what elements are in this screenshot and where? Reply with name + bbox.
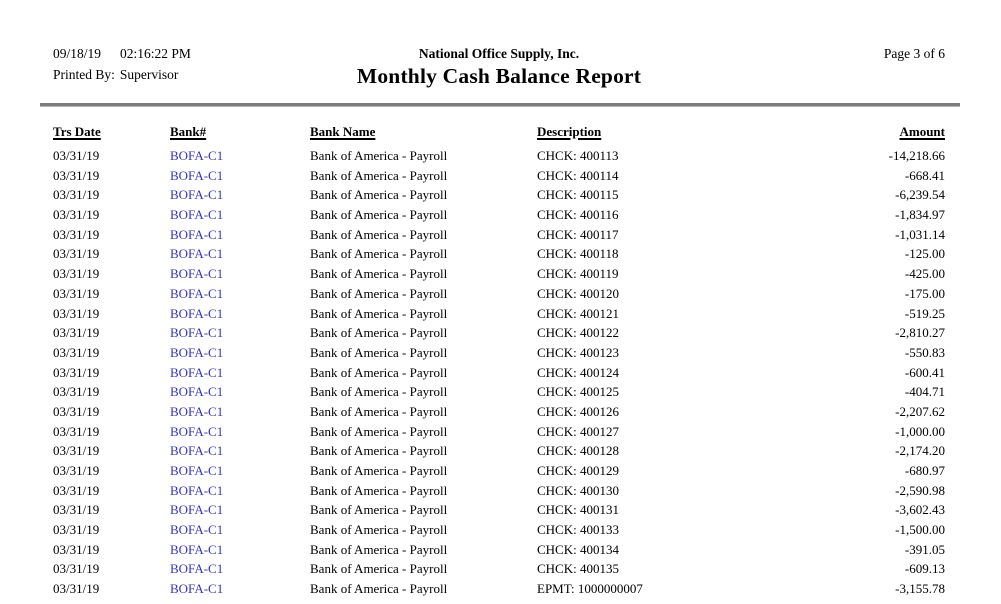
table-row [53, 185, 945, 205]
bank-number-link[interactable]: BOFA-C1 [170, 207, 224, 223]
bank-number-link[interactable]: BOFA-C1 [170, 226, 224, 242]
description-cell: CHCK: 400115 [537, 187, 619, 203]
description-cell: CHCK: 400122 [537, 325, 619, 341]
amount-cell: -668.41 [904, 167, 945, 183]
amount-cell: -1,031.14 [895, 226, 945, 242]
bank-number-link[interactable]: BOFA-C1 [170, 344, 224, 360]
bank-number-link[interactable]: BOFA-C1 [170, 482, 224, 498]
trs-date-cell: 03/31/19 [53, 187, 100, 203]
trs-date-cell: 03/31/19 [53, 285, 100, 301]
bank-name-cell: Bank of America - Payroll [310, 207, 448, 223]
amount-cell: -125.00 [904, 246, 945, 262]
bank-name-cell: Bank of America - Payroll [310, 246, 448, 262]
table-row [53, 146, 945, 166]
table-row [53, 520, 945, 540]
bank-number-link[interactable]: BOFA-C1 [170, 246, 224, 262]
trs-date-cell: 03/31/19 [53, 266, 100, 282]
trs-date-cell: 03/31/19 [53, 305, 100, 321]
table-row [53, 402, 945, 422]
bank-name-cell: Bank of America - Payroll [310, 502, 448, 518]
trs-date-cell: 03/31/19 [53, 522, 100, 538]
description-cell: CHCK: 400123 [537, 344, 619, 360]
table-row [53, 500, 945, 520]
trs-date-cell: 03/31/19 [53, 463, 100, 478]
bank-name-cell: Bank of America - Payroll [310, 423, 448, 439]
trs-date-cell: 03/31/19 [53, 148, 100, 163]
bank-name-cell: Bank of America - Payroll [310, 285, 448, 301]
description-cell: CHCK: 400131 [537, 502, 619, 518]
report-date: 09/18/19 [53, 46, 102, 61]
description-cell: CHCK: 400125 [537, 384, 619, 400]
description-cell: CHCK: 400126 [537, 403, 619, 419]
bank-number-link[interactable]: BOFA-C1 [170, 285, 224, 301]
amount-cell: -1,500.00 [895, 522, 945, 538]
trs-date-cell: 03/31/19 [53, 325, 100, 341]
table-row [53, 323, 945, 343]
table-row [53, 244, 945, 264]
bank-number-link[interactable]: BOFA-C1 [170, 581, 224, 597]
table-body [53, 146, 945, 599]
description-cell: CHCK: 400113 [537, 148, 619, 163]
bank-number-link[interactable]: BOFA-C1 [170, 384, 224, 400]
table-row [53, 579, 945, 599]
bank-name-cell: Bank of America - Payroll [310, 541, 448, 557]
header-rule [40, 103, 960, 107]
table-row [53, 422, 945, 442]
bank-name-cell: Bank of America - Payroll [310, 266, 448, 282]
table-row [53, 363, 945, 383]
description-cell: CHCK: 400119 [537, 266, 619, 282]
table-row [53, 540, 945, 560]
bank-number-link[interactable]: BOFA-C1 [170, 463, 224, 478]
bank-number-link[interactable]: BOFA-C1 [170, 167, 224, 183]
trs-date-cell: 03/31/19 [53, 423, 100, 439]
trs-date-cell: 03/31/19 [53, 246, 100, 262]
amount-cell: -175.00 [904, 285, 945, 301]
bank-number-link[interactable]: BOFA-C1 [170, 403, 224, 419]
bank-name-cell: Bank of America - Payroll [310, 384, 448, 400]
bank-name-cell: Bank of America - Payroll [310, 364, 448, 380]
description-cell: CHCK: 400120 [537, 285, 619, 301]
column-header-bank-number: Bank# [170, 124, 207, 139]
bank-number-link[interactable]: BOFA-C1 [170, 305, 224, 321]
amount-cell: -680.97 [904, 463, 945, 478]
description-cell: CHCK: 400118 [537, 246, 619, 262]
description-cell: EPMT: 1000000007 [537, 581, 643, 597]
bank-name-cell: Bank of America - Payroll [310, 167, 448, 183]
bank-number-link[interactable]: BOFA-C1 [170, 187, 224, 203]
bank-name-cell: Bank of America - Payroll [310, 561, 448, 577]
bank-name-cell: Bank of America - Payroll [310, 226, 448, 242]
trs-date-cell: 03/31/19 [53, 581, 100, 597]
bank-number-link[interactable]: BOFA-C1 [170, 148, 224, 163]
bank-number-link[interactable]: BOFA-C1 [170, 443, 224, 459]
description-cell: CHCK: 400127 [537, 423, 619, 439]
amount-cell: -6,239.54 [895, 187, 945, 203]
bank-name-cell: Bank of America - Payroll [310, 148, 448, 163]
amount-cell: -391.05 [904, 541, 945, 557]
amount-cell: -14,218.66 [888, 148, 945, 163]
amount-cell: -3,602.43 [895, 502, 945, 518]
bank-name-cell: Bank of America - Payroll [310, 305, 448, 321]
description-cell: CHCK: 400121 [537, 305, 619, 321]
table-row [53, 304, 945, 324]
table-row [53, 225, 945, 245]
report-time: 02:16:22 PM [120, 46, 191, 61]
column-header-description: Description [537, 124, 602, 139]
description-cell: CHCK: 400133 [537, 522, 619, 538]
description-cell: CHCK: 400130 [537, 482, 619, 498]
bank-number-link[interactable]: BOFA-C1 [170, 522, 224, 538]
amount-cell: -1,000.00 [895, 423, 945, 439]
table-row [53, 481, 945, 501]
amount-cell: -2,174.20 [895, 443, 945, 459]
table-row [53, 343, 945, 363]
trs-date-cell: 03/31/19 [53, 561, 100, 577]
table-row [53, 461, 945, 481]
table-row [53, 284, 945, 304]
bank-number-link[interactable]: BOFA-C1 [170, 325, 224, 341]
bank-name-cell: Bank of America - Payroll [310, 403, 448, 419]
table-header-row [53, 123, 945, 140]
description-cell: CHCK: 400135 [537, 561, 619, 577]
table-row [53, 441, 945, 461]
trs-date-cell: 03/31/19 [53, 482, 100, 498]
bank-number-link[interactable]: BOFA-C1 [170, 502, 224, 518]
amount-cell: -519.25 [904, 305, 945, 321]
bank-number-link[interactable]: BOFA-C1 [170, 364, 224, 380]
table-row [53, 264, 945, 284]
bank-name-cell: Bank of America - Payroll [310, 581, 448, 597]
column-header-trs-date: Trs Date [53, 124, 101, 139]
amount-cell: -2,207.62 [895, 403, 945, 419]
company-name: National Office Supply, Inc. [418, 46, 580, 61]
table-row [53, 559, 945, 579]
description-cell: CHCK: 400129 [537, 463, 619, 478]
page-number: Page 3 of 6 [883, 46, 945, 61]
description-cell: CHCK: 400114 [537, 167, 619, 183]
bank-name-cell: Bank of America - Payroll [310, 482, 448, 498]
trs-date-cell: 03/31/19 [53, 364, 100, 380]
amount-cell: -3,155.78 [895, 581, 945, 597]
trs-date-cell: 03/31/19 [53, 167, 100, 183]
amount-cell: -2,590.98 [895, 482, 945, 498]
trs-date-cell: 03/31/19 [53, 344, 100, 360]
amount-cell: -609.13 [904, 561, 945, 577]
trs-date-cell: 03/31/19 [53, 502, 100, 518]
amount-cell: -425.00 [904, 266, 945, 282]
bank-name-cell: Bank of America - Payroll [310, 463, 448, 478]
description-cell: CHCK: 400124 [537, 364, 619, 380]
column-header-bank-name: Bank Name [310, 124, 376, 139]
trs-date-cell: 03/31/19 [53, 226, 100, 242]
bank-name-cell: Bank of America - Payroll [310, 522, 448, 538]
description-cell: CHCK: 400128 [537, 443, 619, 459]
table-row [53, 166, 945, 186]
description-cell: CHCK: 400117 [537, 226, 619, 242]
description-cell: CHCK: 400134 [537, 541, 619, 557]
table-row [53, 382, 945, 402]
column-header-amount: Amount [899, 124, 945, 139]
amount-cell: -1,834.97 [895, 207, 945, 223]
bank-number-link[interactable]: BOFA-C1 [170, 423, 224, 439]
bank-name-cell: Bank of America - Payroll [310, 344, 448, 360]
report-title: Monthly Cash Balance Report [356, 64, 642, 88]
amount-cell: -404.71 [904, 384, 945, 400]
trs-date-cell: 03/31/19 [53, 443, 100, 459]
bank-name-cell: Bank of America - Payroll [310, 443, 448, 459]
trs-date-cell: 03/31/19 [53, 403, 100, 419]
amount-cell: -550.83 [904, 344, 945, 360]
bank-number-link[interactable]: BOFA-C1 [170, 541, 224, 557]
printed-by-value: Supervisor [119, 67, 179, 82]
bank-name-cell: Bank of America - Payroll [310, 325, 448, 341]
trs-date-cell: 03/31/19 [53, 207, 100, 223]
report-header-line2 [53, 64, 945, 94]
amount-cell: -2,810.27 [895, 325, 945, 341]
bank-number-link[interactable]: BOFA-C1 [170, 266, 224, 282]
printed-by-label: Printed By: [53, 67, 115, 82]
bank-number-link[interactable]: BOFA-C1 [170, 561, 224, 577]
description-cell: CHCK: 400116 [537, 207, 619, 223]
report-header-line1 [53, 46, 945, 63]
amount-cell: -600.41 [904, 364, 945, 380]
table-row [53, 205, 945, 225]
trs-date-cell: 03/31/19 [53, 541, 100, 557]
trs-date-cell: 03/31/19 [53, 384, 100, 400]
bank-name-cell: Bank of America - Payroll [310, 187, 448, 203]
